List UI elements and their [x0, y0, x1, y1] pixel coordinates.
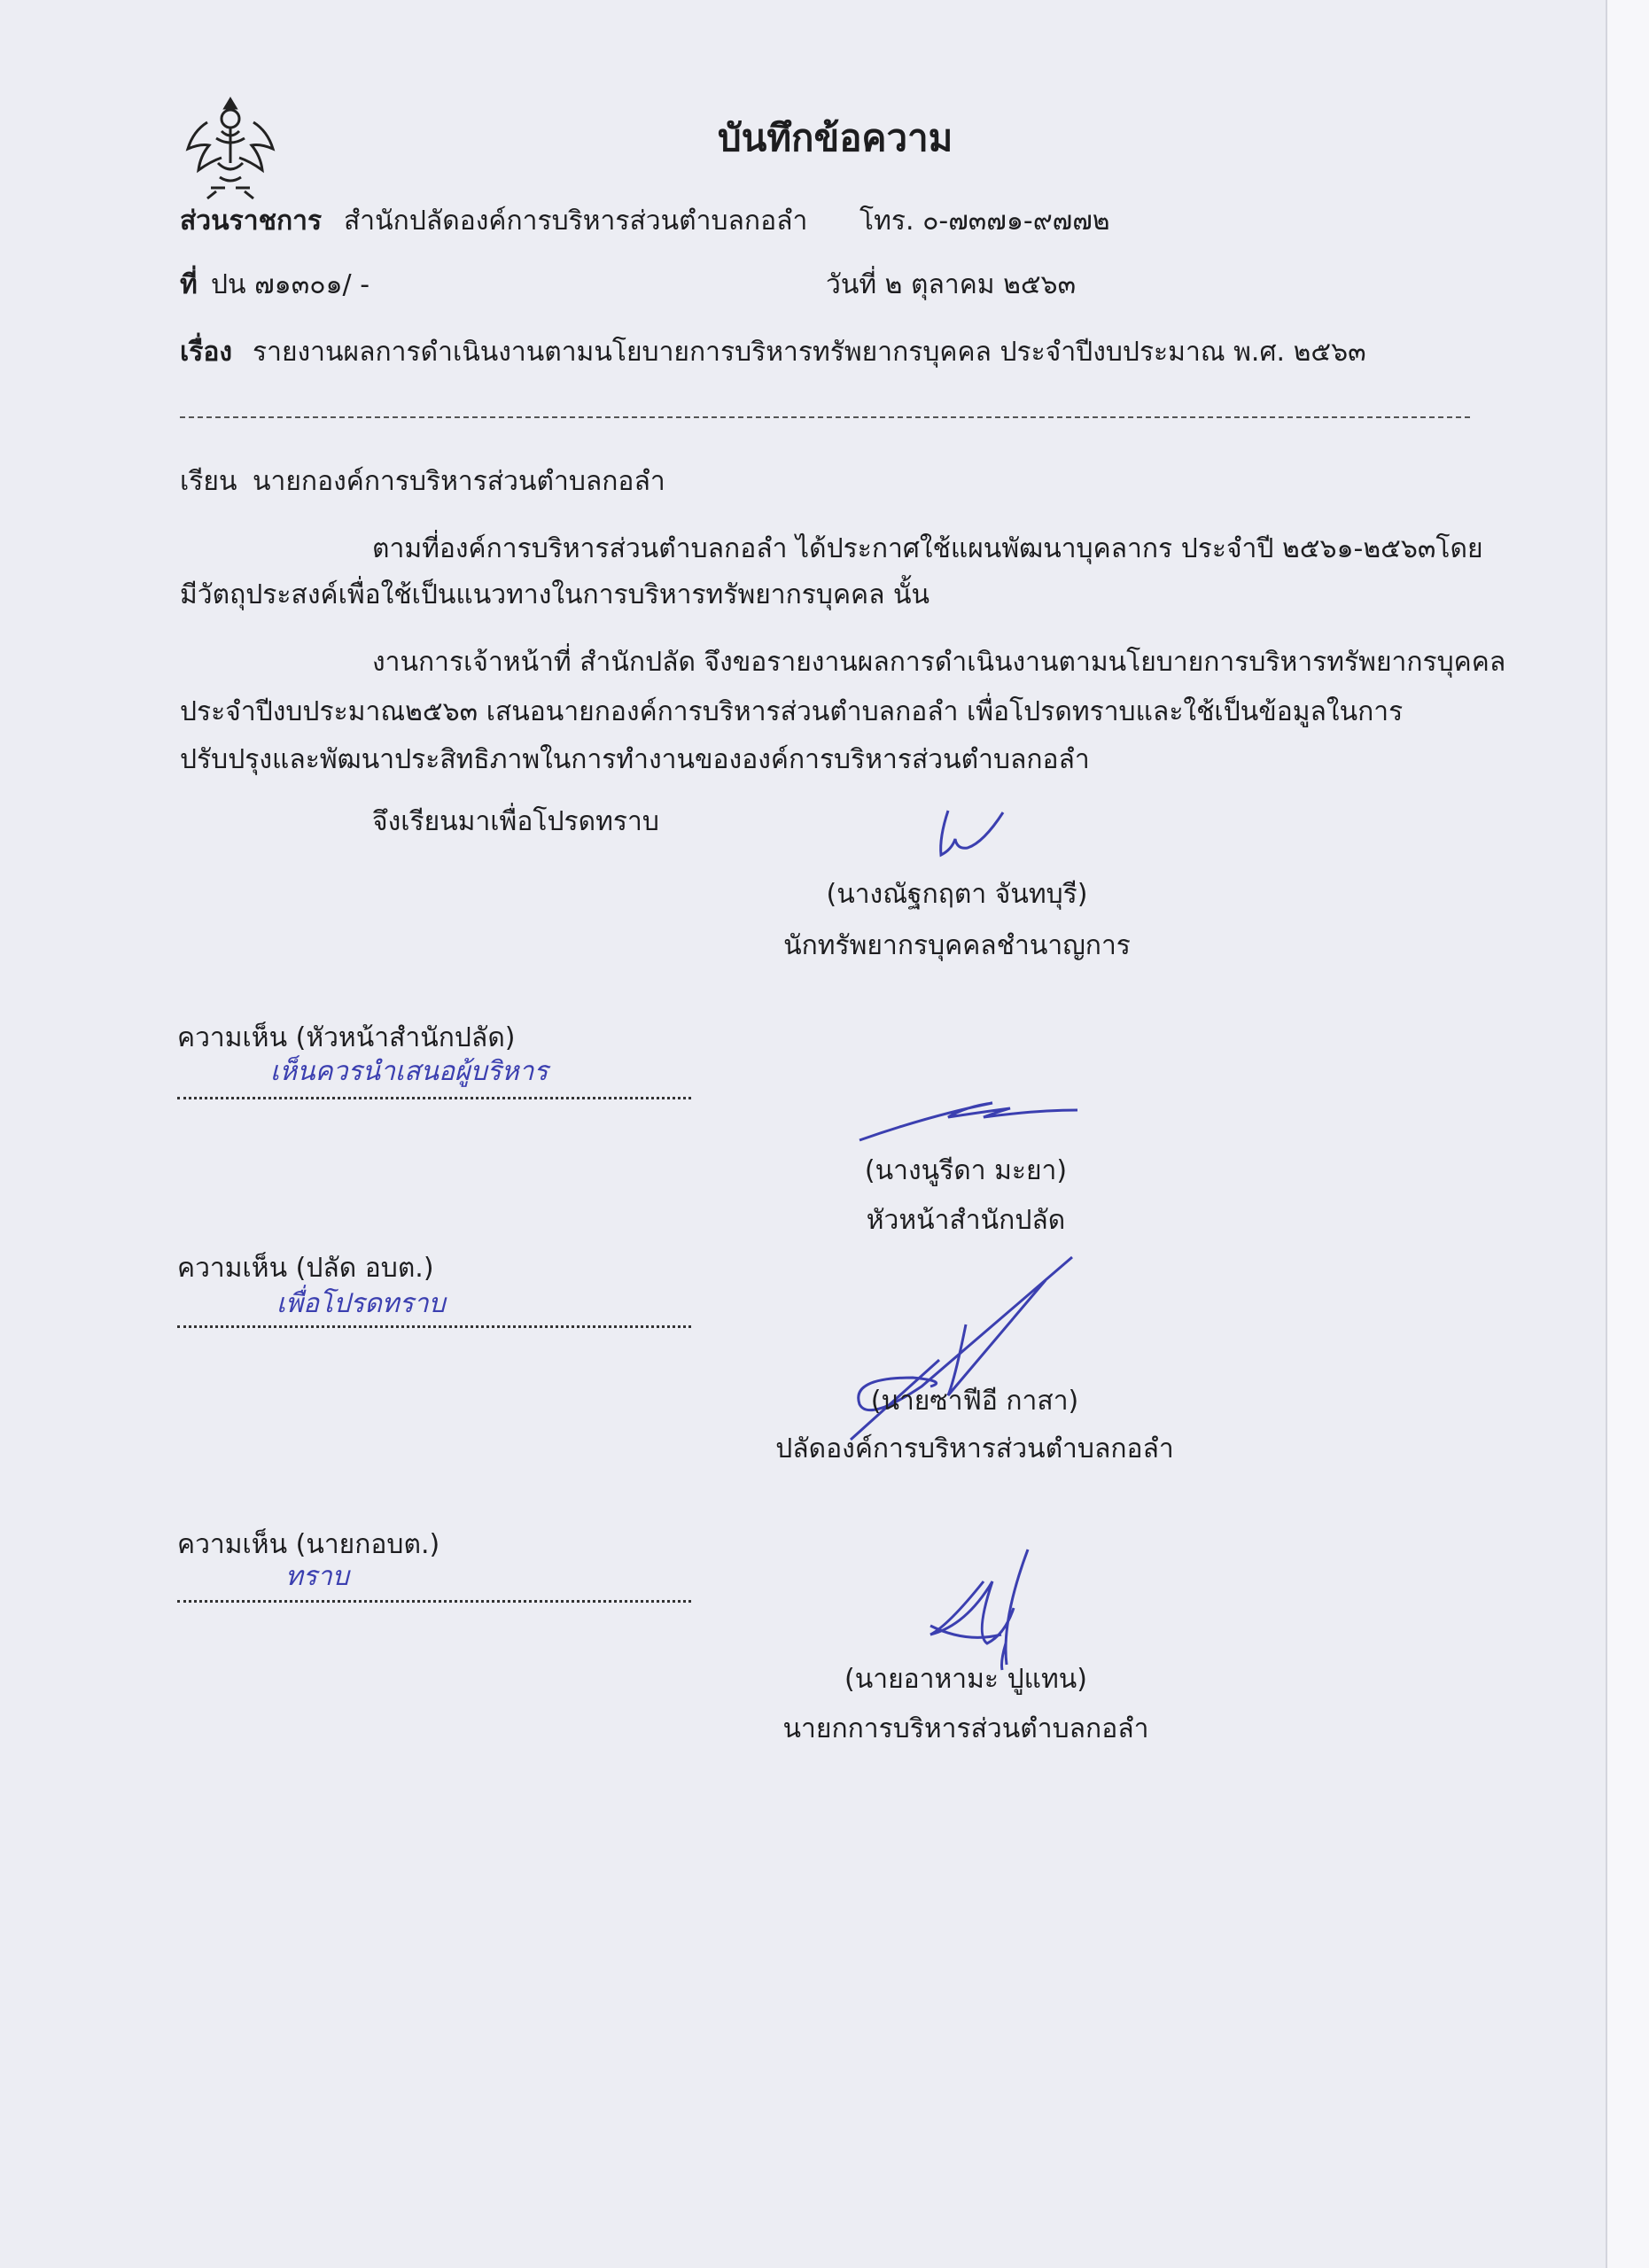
paper-edge — [1606, 0, 1649, 2268]
signer3-name: (นายซาฟีอี กาสา) — [870, 1386, 1079, 1417]
agency-name: สำนักปลัดองค์การบริหารส่วนตำบลกอลำ — [344, 206, 808, 237]
salutation-label: เรียน — [180, 466, 237, 497]
signer4-name: (นายอาหามะ ปูแทน) — [844, 1664, 1087, 1695]
opinion2-line — [177, 1325, 691, 1328]
closing-line: จึงเรียนมาเพื่อโปรดทราบ — [372, 806, 659, 837]
signer1-name: (นางณัฐกฤตา จันทบุรี) — [826, 879, 1088, 910]
signer4-position: นายกการบริหารส่วนตำบลกอลำ — [782, 1713, 1149, 1744]
opinion3-label: ความเห็น (นายกอบต.) — [177, 1529, 440, 1560]
signer1-position: นักทรัพยากรบุคคลชำนาญการ — [783, 930, 1131, 961]
phone-number: โทร. ๐-๗๓๗๑-๙๗๗๒ — [860, 206, 1110, 237]
signature-3 — [833, 1254, 1081, 1449]
signer2-position: หัวหน้าสำนักปลัด — [866, 1205, 1066, 1236]
signature-1 — [922, 802, 1046, 864]
reference-label: ที่ — [180, 269, 198, 300]
signature-2 — [851, 1085, 1116, 1147]
signer3-position: ปลัดองค์การบริหารส่วนตำบลกอลำ — [775, 1433, 1174, 1464]
subject-text: รายงานผลการดำเนินงานตามนโยบายการบริหารทรัพยากรบุคคล ประจำปีงบประมาณ พ.ศ. ๒๕๖๓ — [253, 337, 1366, 368]
signature-4 — [904, 1546, 1046, 1679]
memo-title: บันทึกข้อความ — [718, 116, 953, 159]
subject-label: เรื่อง — [180, 337, 233, 368]
signer2-name: (นางนูรีดา มะยา) — [864, 1155, 1068, 1186]
header-divider — [180, 416, 1470, 418]
opinion2-handwritten-note: เพื่อโปรดทราบ — [276, 1288, 446, 1319]
opinion1-label: ความเห็น (หัวหน้าสำนักปลัด) — [177, 1022, 516, 1053]
opinion3-handwritten-note: ทราบ — [285, 1561, 349, 1592]
body-p2-line1: งานการเจ้าหน้าที่ สำนักปลัด จึงขอรายงานผลการดำเนินงานตามนโยบายการบริหารทรัพยากรบุคคล — [372, 647, 1506, 678]
reference-number: ปน ๗๑๓๐๑/ - — [211, 269, 370, 300]
salutation-recipient: นายกองค์การบริหารส่วนตำบลกอลำ — [253, 466, 665, 497]
memo-date: วันที่ ๒ ตุลาคม ๒๕๖๓ — [826, 269, 1077, 300]
body-p2-line2: ประจำปีงบประมาณ๒๕๖๓ เสนอนายกองค์การบริหารส่วนตำบลกอลำ เพื่อโปรดทราบและใช้เป็นข้อมูลในการ — [180, 696, 1404, 727]
body-p1-line2: มีวัตถุประสงค์เพื่อใช้เป็นแนวทางในการบริหารทรัพยากรบุคคล นั้น — [180, 579, 930, 610]
garuda-emblem-icon — [181, 92, 280, 202]
body-p2-line3: ปรับปรุงและพัฒนาประสิทธิภาพในการทำงานขององค์การบริหารส่วนตำบลกอลำ — [180, 744, 1090, 775]
body-p1-line1: ตามที่องค์การบริหารส่วนตำบลกอลำ ได้ประกาศใช้แผนพัฒนาบุคลากร ประจำปี ๒๕๖๑-๒๕๖๓โดย — [372, 533, 1483, 564]
opinion3-line — [177, 1600, 691, 1603]
agency-label: ส่วนราชการ — [180, 206, 323, 237]
opinion2-label: ความเห็น (ปลัด อบต.) — [177, 1253, 434, 1284]
opinion1-handwritten-note: เห็นควรนำเสนอผู้บริหาร — [270, 1056, 548, 1087]
opinion1-line — [177, 1097, 691, 1099]
